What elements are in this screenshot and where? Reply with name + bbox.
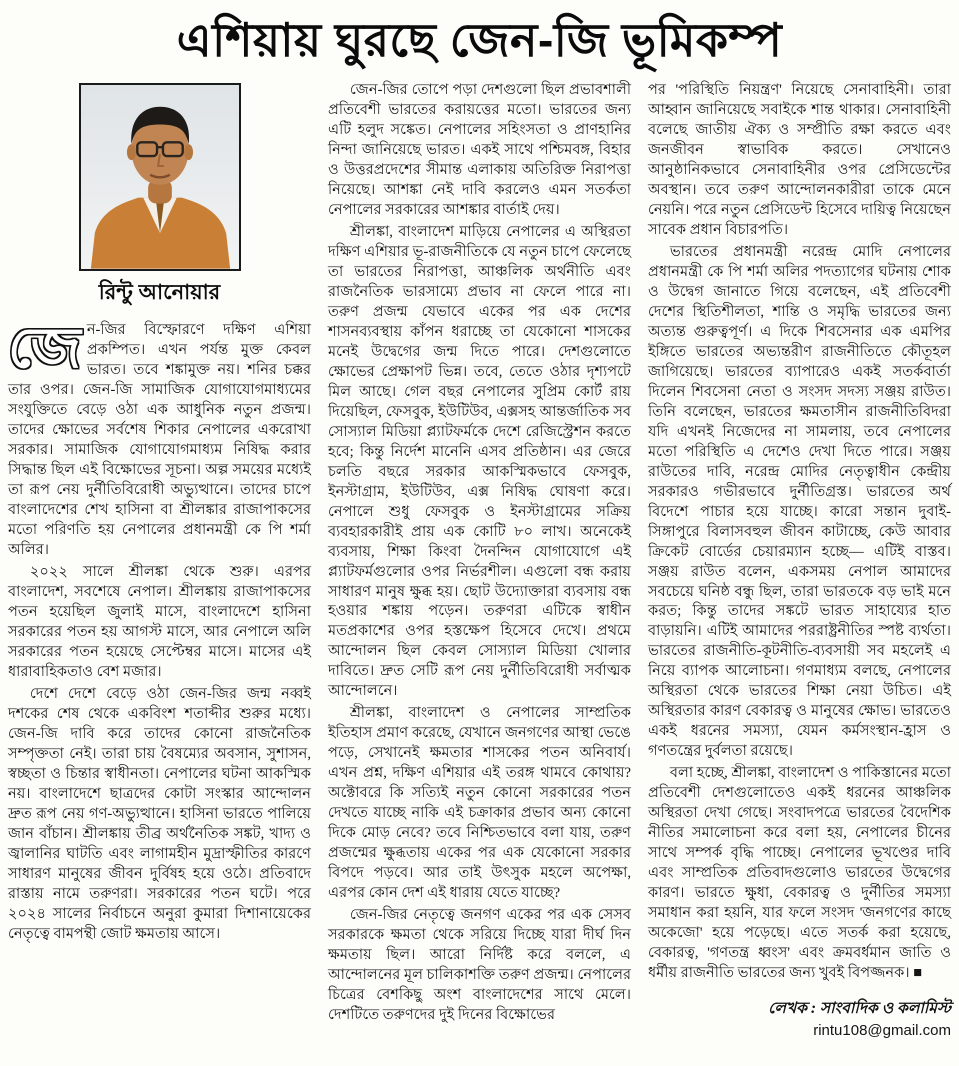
article-footer <box>648 998 951 1042</box>
article-paragraph: জেন-জির তোপে পড়া দেশগুলো ছিল প্রভাবশালী প্রতিবেশী ভারতের করায়ত্তের মতো। ভারতের জন্য এটি হলুদ সঙ্কেত। নেপালের সহিংসতা ও প্রাণহানির নিন্দা জানিয়েছে ভারত। একই সাথে পশ্চিমবঙ্গ, বিহার ও উত্তরপ্রদেশের সীমান্ত এলাকায় অতিরিক্ত নিরাপত্তা নিয়েছে। আশঙ্কা নেই দাবি করলেও এমন সতর্কতা নেপালের সরকারের আশঙ্কার বার্তাই দেয়। <box>328 81 631 218</box>
author-portrait-illustration <box>81 85 239 269</box>
author-photo <box>79 83 241 271</box>
article-paragraph: দেশে দেশে বেড়ে ওঠা জেন-জির জন্ম নব্বই দশকের শেষ থেকে একবিংশ শতাব্দীর শুরুর মধ্যে। জেন-জি দাবি করে তাদের কোনো রাজনৈতিক সম্পৃক্ততা নেই। তারা চায় বৈষম্যের অবসান, সুশাসন, স্বচ্ছতা ও চিন্তার স্বাধীনতা। নেপালের ঘটনা আকস্মিক নয়। বাংলাদেশে ছাত্রদের কোটা সংস্কার আন্দোলন দ্রুত রূপ নেয় গণ-অভ্যুত্থানে। হাসিনা ভারতে পালিয়ে জান বাঁচান। শ্রীলঙ্কায় তীব্র অর্থনৈতিক সঙ্কট, খাদ্য ও জ্বালানির ঘাটতি এবং লাগামহীন মুদ্রাস্ফীতির কারণে সাধারণ মানুষের জীবন দুর্বিষহ হয়ে ওঠে। প্রতিবাদে রাস্তায় নামে তরুণরা। সরকারের পতন ঘটে। পরে ২০২৪ সালের নির্বাচনে অনুরা কুমারা দিশানায়েকের নেতৃত্বে বামপন্থী জোট ক্ষমতায় আসে। <box>8 686 311 942</box>
headline: এশিয়ায় ঘুরছে জেন-জি ভূমিকম্প <box>176 14 783 66</box>
article-column-2 <box>328 81 631 1042</box>
article-paragraph: বলা হচ্ছে, শ্রীলঙ্কা, বাংলাদেশ ও পাকিস্তানের মতো প্রতিবেশী দেশগুলোতেও একই ধরনের আঞ্চলিক অস্থিরতা দেখা গেছে। সংবাদপত্রে ভারতের বৈদেশিক নীতির সমালোচনা করে বলা হয়, নেপালের চীনের সাথে সম্পর্ক বৃদ্ধি পাচ্ছে। নেপালের ভূখণ্ডের দাবি এবং সাম্প্রতিক প্রতিবাদগুলোও ভারতের উদ্বেগের কারণ। ভারতে ক্ষুধা, বেকারত্ব ও দুর্নীতির সমস্যা সমাধান করা হয়নি, যার ফলে সংসদ 'জনগণের কাছে অকেজো' হয়ে পড়েছে। এতে সতর্ক করা হয়েছে, বেকারত্ব, 'গণতন্ত্র ধ্বংস' এবং ক্রমবর্ধমান জাতি ও ধর্মীয় রাজনীতি ভারতের জন্য খুবই বিপজ্জনক। ■ <box>648 765 951 982</box>
article-column-1 <box>8 81 311 1042</box>
dropcap-initial: জে <box>8 316 81 380</box>
article-paragraph <box>8 316 311 561</box>
author-email: rintu108@gmail.com <box>813 1022 951 1040</box>
article-paragraph: জেন-জির নেতৃত্বে জনগণ একের পর এক সেসব সরকারকে ক্ষমতা থেকে সরিয়ে দিচ্ছে যারা দীর্ঘ দিন ক্ষমতায় ছিল। আরো নির্দিষ্ট করে বললে, এ আন্দোলনের মূল চালিকাশক্তি তরুণ প্রজন্ম। নেপালের চিত্রের বেশকিছু অংশ বাংলাদেশের সাথে মেলে। দেশটিতে তরুণদের দুই দিনের বিক্ষোভের <box>328 907 631 1024</box>
article-columns <box>8 81 951 1042</box>
article-paragraph: শ্রীলঙ্কা, বাংলাদেশ মাড়িয়ে নেপালের এ অস্থিরতা দক্ষিণ এশিয়ার ভূ-রাজনীতিকে যে নতুন চাপে ফেলেছে তা ভারতের নিরাপত্তা, আঞ্চলিক অর্থনীতি এবং রাজনৈতিক ভারসাম্যে প্রভাব না ফেলে পারে না। তরুণ প্রজন্ম যেভাবে একের পর এক দেশের শাসনব্যবস্থায় কাঁপন ধরাচ্ছে তা যেকোনো শাসকের মনেই উদ্বেগের জন্ম দিতে পারে। দেশগুলোতে ক্ষোভের প্রেক্ষাপট ভিন্ন। তবে, তেতে ওঠার দৃশ্যপটে মিল আছে। গেল বছর নেপালের সুপ্রিম কোর্ট রায় দিয়েছিল, ফেসবুক, ইউটিউব, এক্সসহ আন্তর্জাতিক সব সোস্যাল মিডিয়া প্ল্যাটফর্মকে দেশে রেজিস্ট্রেশন করতে হবে; কিন্তু নির্দেশ মানেনি এসব প্রতিষ্ঠান। এর জেরে চলতি বছরে সরকার আকস্মিকভাবে ফেসবুক, ইনস্টাগ্রাম, ইউটিউব, এক্স নিষিদ্ধ ঘোষণা করে। নেপালে শুধু ফেসবুক ও ইনস্টাগ্রামের সক্রিয় ব্যবহারকারীই প্রায় এক কোটি ৮০ লাখ। অনেকেই ব্যবসায়, শিক্ষা কিংবা দৈনন্দিন যোগাযোগে এই প্ল্যাটফর্মগুলোর ওপর নির্ভরশীল। এগুলো বন্ধ করায় সাধারণ মানুষ ক্ষুব্ধ হয়। ছোট উদ্যোক্তারা ব্যবসায় বন্ধ হওয়ার শঙ্কায় পড়েন। তরুণরা এটিকে স্বাধীন মতপ্রকাশের ওপর হস্তক্ষেপ হিসেবে দেখে। প্রথমে আন্দোলন ছিল কেবল সোস্যাল মিডিয়া খোলার দাবিতে। দ্রুত সেটি রূপ নেয় দুর্নীতিবিরোধী সর্বাত্মক আন্দোলনে। <box>328 223 631 700</box>
article-paragraph: ২০২২ সালে শ্রীলঙ্কা থেকে শুরু। এরপর বাংলাদেশ, সবশেষে নেপাল। শ্রীলঙ্কায় রাজাপাকসের পতন হয়েছিল জুলাই মাসে, বাংলাদেশে হাসিনা সরকারের পতন হয় আগস্ট মাসে, আর নেপালে অলি সরকারের পতন হয়েছে সেপ্টেম্বর মাসে। মাসের এই ধারাবাহিকতাও বেশ মজার। <box>8 564 311 681</box>
article-paragraph: ভারতের প্রধানমন্ত্রী নরেন্দ্র মোদি নেপালের প্রধানমন্ত্রী কে পি শর্মা অলির পদত্যাগের ঘটনায় শোক ও উদ্বেগ জানাতে গিয়ে বলেছেন, এই প্রতিবেশী দেশের স্থিতিশীলতা, শান্তি ও সমৃদ্ধি ভারতের জন্য অত্যন্ত গুরুত্বপূর্ণ। এ দিকে শিবসেনার এক এমপির ইঙ্গিতে ভারতের অভ্যন্তরীণ রাজনীতিতে কৌতূহল জাগিয়েছে। ভারতের ব্যাপারেও একই সতর্কবার্তা দিলেন শিবসেনা নেতা ও সংসদ সদস্য সঞ্জয় রাউত। তিনি বলেছেন, ভারতের ক্ষমতাসীন রাজনীতিবিদরা যদি এখনই নিজেদের না সামলায়, তবে নেপালের মতো পরিস্থিতি এ দেশেও দেখা দিতে পারে। সঞ্জয় রাউতের দাবি, নরেন্দ্র মোদির নেতৃত্বাধীন কেন্দ্রীয় সরকারও গভীরভাবে দুর্নীতিগ্রস্ত। ভারতের অর্থ বিদেশে পাচার হয়ে যাচ্ছে। কারো সন্তান দুবাই-সিঙ্গাপুরে বিলাসবহুল জীবন কাটাচ্ছে, কেউ আবার ক্রিকেট বোর্ডের চেয়ারম্যান হচ্ছে— এটিই বাস্তব। সঞ্জয় রাউত বলেন, একসময় নেপাল আমাদের সবচেয়ে ঘনিষ্ঠ বন্ধু ছিল, তারা ভারতকে বড় ভাই মনে করত; কিন্তু তাদের সঙ্কটে ভারত সাহায্যের হাত বাড়ায়নি। এটিই আমাদের পররাষ্ট্রনীতির স্পষ্ট ব্যর্থতা। ভারতের রাজনীতি-কূটনীতি-ব্যবসায়ী সব মহলেই এ নিয়ে ব্যাপক আলোচনা। গণমাধ্যম বলছে, নেপালের অস্থিরতা থেকে ভারতের শিক্ষা নেয়া উচিত। এই অস্থিরতার কারণ বেকারত্ব ও মানুষের ক্ষোভ। ভারতেও একই ধরনের সমস্যা, যেমন কর্মসংস্থান-হ্রাস ও গণতন্ত্রের দুর্বলতা রয়েছে। <box>648 243 951 760</box>
article-paragraph: পর 'পরিস্থিতি নিয়ন্ত্রণ' নিয়েছে সেনাবাহিনী। তারা আহ্বান জানিয়েছে সবাইকে শান্ত থাকার। সেনাবাহিনী বলেছে জাতীয় ঐক্য ও সম্প্রীতি রক্ষা করতে এবং জনজীবন স্বাভাবিক করতে। সেখানেও আনুষ্ঠানিকভাবে সেনাবাহিনীর ওপর প্রেসিডেন্টের অবস্থান। তবে তরুণ আন্দোলনকারীরা তাকে মেনে নেয়নি। পরে নতুন প্রেসিডেন্ট হিসেবে দায়িত্ব নিয়েছেন সাবেক প্রধান বিচারপতি। <box>648 81 951 238</box>
article-paragraph: শ্রীলঙ্কা, বাংলাদেশ ও নেপালের সাম্প্রতিক ইতিহাস প্রমাণ করেছে, যেখানে জনগণের আস্থা ভেঙে পড়ে, সেখানেই ক্ষমতার শাসকের পতন অনিবার্য। এখন প্রশ্ন, দক্ষিণ এশিয়ার এই তরঙ্গ থামবে কোথায়? অক্টোবরে কি সত্যিই নতুন কোনো সরকারের পতন দেখতে যাচ্ছে নাকি এই চক্রাকার প্রভাব অন্য কোনো দিকে মোড় নেবে? তবে নিশ্চিতভাবে বলা যায়, তরুণ প্রজন্মের ক্ষুব্ধতায় একের পর এক যেকোনো সরকার বিপদে পড়বে। আর তাই উৎসুক মহলে অপেক্ষা, এরপর কোন দেশ এই ধারায় যেতে যাচ্ছে? <box>328 705 631 902</box>
author-role: লেখক : সাংবাদিক ও কলামিস্ট <box>768 1000 951 1018</box>
author-name: রিন্টু আনোয়ার <box>98 280 221 304</box>
article-column-3 <box>648 81 951 1042</box>
paragraph-text: ন-জির বিস্ফোরণে দক্ষিণ এশিয়া প্রকম্পিত। এখন পর্যন্ত মুক্ত কেবল ভারত। তবে শঙ্কামুক্ত নয়। শনির চক্কর তার ওপর। জেন-জি সামাজিক যোগাযোগমাধ্যমের সংযুক্তিতে বেড়ে ওঠা এক আধুনিক নতুন প্রজন্ম। তাদের ক্ষোভের সর্বশেষ শিকার নেপালের একরোখা সরকার। সামাজিক যোগাযোগমাধ্যম নিষিদ্ধ করার সিদ্ধান্ত ছিল এই বিক্ষোভের সূচনা। অল্প সময়ের মধ্যেই তা রূপ নেয় দুর্নীতিবিরোধী অভ্যুত্থানে। তাদের চাপে বাংলাদেশের শেখ হাসিনা বা শ্রীলঙ্কার রাজাপাকসের মতো পরিণতি হয় নেপালের প্রধানমন্ত্রী কে পি শর্মা অলির। <box>8 322 311 559</box>
